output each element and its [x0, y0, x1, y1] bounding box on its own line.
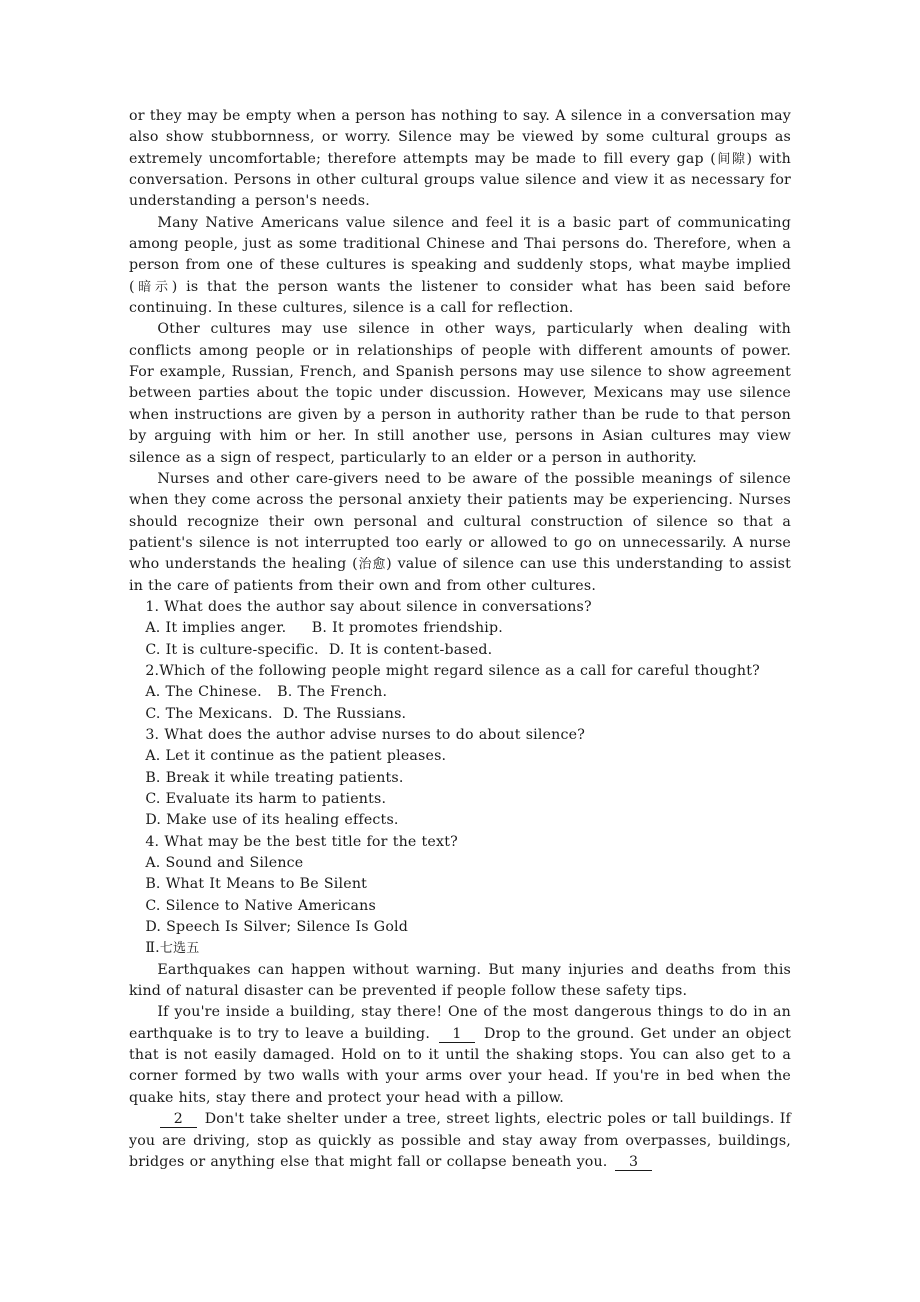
question-option-3d[interactable]: D. Make use of its healing effects.: [145, 812, 399, 829]
answer-blank-1[interactable]: 1: [439, 1027, 476, 1043]
question-stem-1: 1. What does the author say about silence in conversations?: [145, 598, 592, 615]
passage-paragraph-4: Nurses and other care-givers need to be aware of the possible meanings of silence when they come across the personal anxiety their patients may be experiencing. Nurses should recognize their own personal and cultural construction of silence so that a patient's silence is not interrupted too early or allowed to go on unnecessarily. A nurse who understands the healing (治愈) value of silence can use this understanding to assist in the care of patients from their own and from other cultures.: [129, 470, 791, 594]
answer-blank-2[interactable]: 2: [160, 1112, 197, 1128]
document-text-column: [129, 106, 791, 1173]
question-option-4b[interactable]: B. What It Means to Be Silent: [145, 876, 368, 893]
question-option-3a[interactable]: A. Let it continue as the patient pleases.: [145, 748, 447, 765]
question-option-4c[interactable]: C. Silence to Native Americans: [145, 897, 376, 914]
passage-paragraph-2: Many Native Americans value silence and feel it is a basic part of communicating among people, just as some traditional Chinese and Thai persons do. Therefore, when a person from one of these cultures is speaking and suddenly stops, what maybe implied (暗示) is that the person wants the listener to consider what has been said before continuing. In these cultures, silence is a call for reflection.: [129, 214, 791, 317]
section-two-paragraph-2: If you're inside a building, stay there! One of the most dangerous things to do in an earthquake is to try to leave a building. 1 Drop to the ground. Get under an object that is not easily damaged. Hold on to it until the shaking stops. You can also get to a corner formed by two walls with your arms over your head. If you're in bed when the quake hits, stay there and protect your head with a pillow.: [129, 1004, 791, 1106]
question-option-4d[interactable]: D. Speech Is Silver; Silence Is Gold: [145, 919, 409, 936]
cjk-text: 治愈: [357, 557, 387, 573]
cjk-text: 间隙: [716, 151, 747, 167]
cjk-text: 七选五: [159, 941, 200, 957]
cjk-text: 暗示: [134, 279, 172, 295]
question-stem-2: 2.Which of the following people might regard silence as a call for careful thought?: [145, 662, 760, 679]
question-options-2b[interactable]: C. The Mexicans. D. The Russians.: [145, 705, 407, 722]
section-two-heading: Ⅱ.七选五: [145, 940, 200, 957]
question-options-2a[interactable]: A. The Chinese. B. The French.: [145, 684, 388, 701]
section-two-paragraph-1: Earthquakes can happen without warning. But many injuries and deaths from this kind of natural disaster can be prevented if people follow these safety tips.: [129, 961, 791, 1000]
question-option-3c[interactable]: C. Evaluate its harm to patients.: [145, 791, 387, 807]
question-stem-4: 4. What may be the best title for the text?: [145, 833, 458, 850]
question-stem-3: 3. What does the author advise nurses to do about silence?: [145, 726, 585, 743]
question-option-3b[interactable]: B. Break it while treating patients.: [145, 769, 404, 786]
question-option-4a[interactable]: A. Sound and Silence: [145, 855, 304, 872]
passage-paragraph-1: or they may be empty when a person has nothing to say. A silence in a conversation may also show stubbornness, or worry. Silence may be viewed by some cultural groups as extremely uncomfortable; therefore attempts may be made to fill every gap (间隙) with conversation. Persons in other cultural groups value silence and view it as necessary for understanding a person's needs.: [129, 108, 791, 210]
passage-paragraph-3: Other cultures may use silence in other ways, particularly when dealing with conflicts among people or in relationships of people with different amounts of power. For example, Russian, French, and Spanish persons may use silence to show agreement between parties about the topic under discussion. However, Mexicans may use silence when instructions are given by a person in authority rather than be rude to that person by arguing with him or her. In still another use, persons in Asian cultures may view silence as a sign of respect, particularly to an elder or a person in authority.: [129, 321, 791, 466]
question-options-1b[interactable]: C. It is culture-specific. D. It is content-based.: [145, 641, 493, 658]
section-two-paragraph-3: 2 Don't take shelter under a tree, street lights, electric poles or tall buildings. If you are driving, stop as quickly as possible and stay away from overpasses, buildings, bridges or anything else that might fall or collapse beneath you. 3: [129, 1111, 791, 1170]
question-options-1a[interactable]: A. It implies anger. B. It promotes friendship.: [145, 620, 503, 637]
answer-blank-3[interactable]: 3: [615, 1155, 652, 1171]
